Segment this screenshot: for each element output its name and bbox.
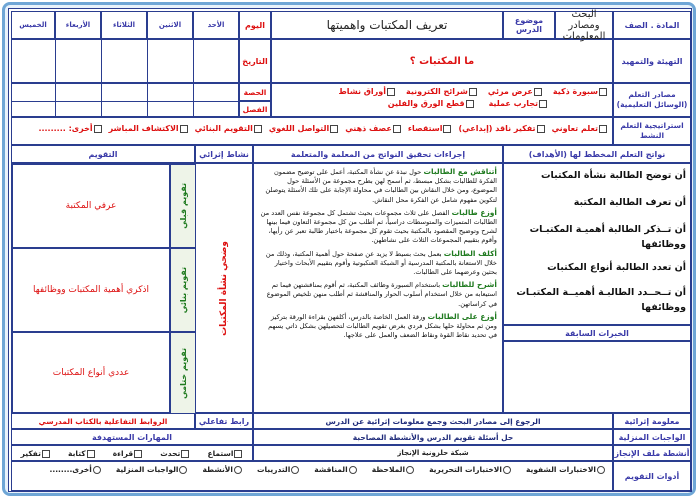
activity-text: وضحي نشأة المكتبات [219,240,229,336]
subject-label: المادة . الصف [613,11,691,39]
resources-label: مصادر التعلم (الوسائل التعليمية) [613,83,691,117]
objective-item: أن تــذكر الطالبة أهميـة المكتبـات ووظائفها [529,224,686,250]
skill-checkbox[interactable]: استماع [207,449,243,458]
day-header: الأحد [193,11,239,39]
day-header: الاثنين [147,11,193,39]
enrichment-text: الرجوع إلى مصادر البحث وجمع معلومات إثرائية عن الدرس [253,413,613,429]
achievement-text: شبكة حلزونية الإنجاز [253,445,613,461]
interactive-link[interactable]: الروابط التفاعلية بالكتاب المدرسي [11,413,195,429]
tool-option[interactable]: الاختبارات الشفوية [526,465,606,474]
procedure-step: أتناقش مع الطالبات حول نبذة عن نشأة المكتبة، أعمل على توضيح مضمون الفكرة للطالبات بشكل مبسط، ثم أسمح لهن بطرح مجموعة من الأسئلة حول الموضوع، ومن خلال النقاش بين الطالبات في محاولة الإجابة على تلك الأسئلة يتوصلن لتكوين مفهوم شامل عن الفكرة محل النقاش. [265,167,497,204]
tool-option[interactable]: أخرى........ [50,465,102,474]
activity-header: نشاط إثرائي [195,145,253,163]
date-grid [11,39,239,83]
evaluation-box [11,163,195,413]
strategy-checkbox[interactable]: التواصل اللغوي [269,124,339,138]
target-skills-label: المهارات المستهدفة [11,429,253,445]
procedure-step: أكلف الطالبات بعمل بحث بسيط لا يزيد عن صفحة حول أهمية المكتبة، وذلك من خلال الاستعانة بالمكتبة المدرسية أو الشبكة العنكبوتية وأقوم بتقييم الأبحاث واختيار بحثين وعرضهما على الطالبات. [265,248,497,277]
day-header: الخميس [11,11,55,39]
objective-item: أن تعدد الطالبة أنواع المكتبات [547,262,686,273]
period-grid [11,83,239,117]
tool-option[interactable]: المناقشة [314,465,357,474]
objective-item: أن تــحــدد الطالبـة أهميــة المكتبـات ووظائفها [516,287,686,313]
day-header: اليوم [239,11,271,39]
resource-checkbox[interactable]: قطع الورق والفلين [388,99,475,108]
skill-checkbox[interactable]: تحدث [160,449,190,458]
tool-option[interactable]: الأنشطة [202,465,242,474]
strategy-checkbox[interactable]: تفكير ناقد (إبداعي) [458,124,545,138]
tools-label: أدوات التقويم [613,461,691,491]
class-label: الفصل [239,101,271,117]
objectives-list [503,163,691,325]
eval-type: تقويم قبلي [170,164,196,248]
objective-item: أن توضح الطالبة نشأة المكتبات [541,170,686,181]
resource-checkbox[interactable]: عرض مرئي [488,87,543,96]
intro-label: التهيئة والتمهيد [613,39,691,83]
evaluation-header: التقويم [11,145,195,163]
tool-option[interactable]: التدريبات [257,465,300,474]
strategies-box [11,117,613,145]
eval-question: عددي أنواع المكتبات [12,332,170,414]
resource-checkbox[interactable]: شرائح الكترونية [406,87,478,96]
prior-knowledge-label: الخبرات السابقة [503,325,691,341]
strategy-checkbox[interactable]: التقويم البنائي [195,124,263,138]
tool-option[interactable]: الملاحظة [372,465,415,474]
tool-option[interactable]: الواجبات المنزلية [116,465,189,474]
topic-value: تعريف المكتبات واهميتها [271,11,503,39]
achievement-label: أنشطة ملف الإنجاز [613,445,691,461]
resource-checkbox[interactable]: سبورة ذكية [553,87,608,96]
strategy-checkbox[interactable]: استقصاء [408,124,453,138]
day-header: الثلاثاء [101,11,147,39]
eval-type: تقويم ختامي [170,332,196,414]
homework-label: الواجبات المنزلية [613,429,691,445]
skill-checkbox[interactable]: قراءة [113,449,143,458]
homework-text: حل أسئلة تقويم الدرس والأنشطة المصاحبة [253,429,613,445]
activity-box [195,163,253,413]
resource-checkbox[interactable]: تجارب عملية [489,99,548,108]
lesson-plan-sheet [8,8,692,492]
tool-option[interactable]: الاختبارات التحريرية [429,465,512,474]
strategy-checkbox[interactable]: الاكتشاف المباشر [109,124,189,138]
resources-box [271,83,613,117]
enrichment-label: معلومة إثرائية [613,413,691,429]
skills-checkboxes [11,445,253,461]
intro-question: ما المكتبات ؟ [271,39,613,83]
strategy-checkbox[interactable]: عصف ذهني [345,124,402,138]
eval-question: عرفي المكتبة [12,164,170,248]
skill-checkbox[interactable]: تفكير [21,449,51,458]
day-header: الأربعاء [55,11,101,39]
interactive-link-label: رابط تفاعلي [195,413,253,429]
procedures-header: إجراءات تحقيق النواتج من المعلمة والمتعلمة [253,145,503,163]
resource-checkbox[interactable]: أوراق نشاط [339,87,396,96]
eval-type: تقويم بنائي [170,248,196,332]
procedures-box [253,163,503,413]
eval-question: اذكري أهمية المكتبات ووظائفها [12,248,170,332]
date-label: التاريخ [239,39,271,83]
tools-box [11,461,613,491]
procedure-step: أشرح للطالبات باستخدام السبورة وظائف المكتبة، ثم أقوم بمناقشتهن فيما تم استيعابه من خلال استخدام أسلوب الحوار والمناقشة ثم أطلب منهن تلخيص الموضوع في كراساتهن. [266,280,497,308]
period-label: الحصة [239,83,271,101]
strategy-checkbox[interactable]: تعلم تعاوني [552,124,608,138]
skill-checkbox[interactable]: كتابة [68,449,96,458]
topic-label: موضوع الدرس [503,11,555,39]
procedure-step: أوزع على الطالبات ورقة العمل الخاصة بالدرس، أكلفهن بقراءة الورقة بتركيز ومن ثم محاولة حلها بشكل فردي بغرض تقويم الطالبات لتحصيلهن بشكل ذاتي يسهم في تحديد نقاط القوة ونقاط الضعف والعمل على علاجها. [268,311,497,340]
objective-item: أن تعرف الطالبة المكتبة [573,197,686,208]
strategy-checkbox[interactable]: أخرى: ......... [38,124,102,138]
objectives-header: نواتج التعلم المخطط لها (الأهداف) [503,145,691,163]
prior-knowledge-box [503,341,691,413]
subject-value: البحث ومصادر المعلومات [555,11,613,39]
strategies-label: استراتيجية التعلم النشط [613,117,691,145]
procedure-step: أوزع طالبات الفصل على ثلاث مجموعات بحيث تشتمل كل مجموعة نفس العدد من الطالبات المتميزات والمتوسطات دراسياً، ثم أطلب من كل مجموعة التعاون فيما بينها لشرح وتوضيح المقصود بالمكتبة بحيث تقوم كل مجموعة باختيار طالبة تعبر عن رأيها، وأقوم بتقييم المجموعات الثلاث على نشاطهن. [260,207,497,245]
